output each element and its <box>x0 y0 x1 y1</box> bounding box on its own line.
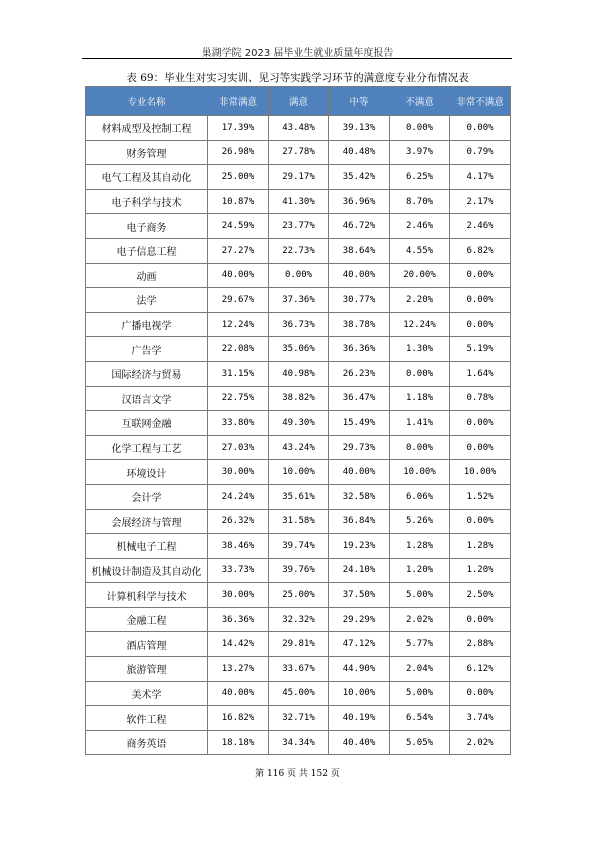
very-dissatisfied-cell: 0.00% <box>450 312 511 337</box>
major-name-cell: 国际经济与贸易 <box>86 361 208 386</box>
satisfied-cell: 41.30% <box>269 189 329 214</box>
very-satisfied-cell: 25.00% <box>208 165 269 190</box>
table-row <box>86 460 511 485</box>
dissatisfied-cell: 1.28% <box>390 534 450 559</box>
very-dissatisfied-cell: 0.00% <box>450 607 511 632</box>
satisfied-cell: 0.00% <box>269 263 329 288</box>
satisfied-cell: 27.78% <box>269 140 329 165</box>
major-name-cell: 电子商务 <box>86 214 208 239</box>
neutral-cell: 29.29% <box>329 607 390 632</box>
dissatisfied-cell: 1.20% <box>390 558 450 583</box>
very-dissatisfied-cell: 0.00% <box>450 435 511 460</box>
dissatisfied-cell: 2.46% <box>390 214 450 239</box>
satisfied-cell: 43.24% <box>269 435 329 460</box>
major-name-cell: 软件工程 <box>86 706 208 731</box>
table-row <box>86 386 511 411</box>
very-satisfied-cell: 10.87% <box>208 189 269 214</box>
very-dissatisfied-cell: 2.17% <box>450 189 511 214</box>
very-satisfied-cell: 12.24% <box>208 312 269 337</box>
neutral-cell: 37.50% <box>329 583 390 608</box>
dissatisfied-cell: 5.00% <box>390 681 450 706</box>
satisfied-cell: 25.00% <box>269 583 329 608</box>
neutral-cell: 30.77% <box>329 288 390 313</box>
very-satisfied-cell: 29.67% <box>208 288 269 313</box>
neutral-cell: 36.36% <box>329 337 390 362</box>
table-row <box>86 484 511 509</box>
very-satisfied-cell: 36.36% <box>208 607 269 632</box>
table-row <box>86 238 511 263</box>
dissatisfied-cell: 4.55% <box>390 238 450 263</box>
table-row <box>86 558 511 583</box>
neutral-cell: 40.40% <box>329 730 390 755</box>
very-dissatisfied-cell: 2.46% <box>450 214 511 239</box>
very-satisfied-cell: 13.27% <box>208 657 269 682</box>
neutral-cell: 35.42% <box>329 165 390 190</box>
dissatisfied-cell: 2.04% <box>390 657 450 682</box>
table-row <box>86 361 511 386</box>
major-name-cell: 广播电视学 <box>86 312 208 337</box>
very-dissatisfied-cell: 10.00% <box>450 460 511 485</box>
neutral-cell: 40.00% <box>329 460 390 485</box>
col-header-major: 专业名称 <box>86 87 208 116</box>
very-satisfied-cell: 31.15% <box>208 361 269 386</box>
major-name-cell: 广告学 <box>86 337 208 362</box>
major-name-cell: 机械设计制造及其自动化 <box>86 558 208 583</box>
major-name-cell: 酒店管理 <box>86 632 208 657</box>
dissatisfied-cell: 1.41% <box>390 411 450 436</box>
neutral-cell: 26.23% <box>329 361 390 386</box>
very-satisfied-cell: 22.08% <box>208 337 269 362</box>
very-satisfied-cell: 40.00% <box>208 263 269 288</box>
major-name-cell: 电气工程及其自动化 <box>86 165 208 190</box>
table-row <box>86 607 511 632</box>
major-name-cell: 电子信息工程 <box>86 238 208 263</box>
satisfied-cell: 36.73% <box>269 312 329 337</box>
satisfaction-table <box>85 86 511 755</box>
satisfied-cell: 45.00% <box>269 681 329 706</box>
neutral-cell: 32.58% <box>329 484 390 509</box>
very-dissatisfied-cell: 1.64% <box>450 361 511 386</box>
satisfied-cell: 37.36% <box>269 288 329 313</box>
dissatisfied-cell: 0.00% <box>390 361 450 386</box>
major-name-cell: 汉语言文学 <box>86 386 208 411</box>
satisfied-cell: 35.61% <box>269 484 329 509</box>
table-body <box>86 116 511 755</box>
header-divider <box>82 58 512 59</box>
dissatisfied-cell: 5.77% <box>390 632 450 657</box>
col-header-dissatisfied: 不满意 <box>390 87 450 116</box>
table-header-row <box>86 87 511 116</box>
table-row <box>86 165 511 190</box>
very-satisfied-cell: 17.39% <box>208 116 269 141</box>
dissatisfied-cell: 10.00% <box>390 460 450 485</box>
major-name-cell: 机械电子工程 <box>86 534 208 559</box>
dissatisfied-cell: 2.02% <box>390 607 450 632</box>
col-header-very-satisfied: 非常满意 <box>208 87 269 116</box>
major-name-cell: 环境设计 <box>86 460 208 485</box>
very-dissatisfied-cell: 0.00% <box>450 681 511 706</box>
very-dissatisfied-cell: 1.28% <box>450 534 511 559</box>
satisfied-cell: 43.48% <box>269 116 329 141</box>
very-dissatisfied-cell: 2.02% <box>450 730 511 755</box>
very-dissatisfied-cell: 2.50% <box>450 583 511 608</box>
table-row <box>86 140 511 165</box>
neutral-cell: 36.96% <box>329 189 390 214</box>
table-row <box>86 263 511 288</box>
table-row <box>86 189 511 214</box>
satisfied-cell: 40.98% <box>269 361 329 386</box>
very-dissatisfied-cell: 0.00% <box>450 263 511 288</box>
dissatisfied-cell: 5.05% <box>390 730 450 755</box>
neutral-cell: 40.48% <box>329 140 390 165</box>
neutral-cell: 39.13% <box>329 116 390 141</box>
dissatisfied-cell: 5.00% <box>390 583 450 608</box>
col-header-very-dissatisfied: 非常不满意 <box>450 87 511 116</box>
satisfied-cell: 38.82% <box>269 386 329 411</box>
very-satisfied-cell: 38.46% <box>208 534 269 559</box>
table-row <box>86 706 511 731</box>
table-row <box>86 116 511 141</box>
table-caption: 表 69：毕业生对实习实训、见习等实践学习环节的满意度专业分布情况表 <box>126 72 469 84</box>
very-satisfied-cell: 27.27% <box>208 238 269 263</box>
neutral-cell: 38.64% <box>329 238 390 263</box>
report-header-title: 巢湖学院 2023 届毕业生就业质量年度报告 <box>201 48 394 59</box>
very-dissatisfied-cell: 6.12% <box>450 657 511 682</box>
very-satisfied-cell: 26.98% <box>208 140 269 165</box>
satisfied-cell: 34.34% <box>269 730 329 755</box>
neutral-cell: 15.49% <box>329 411 390 436</box>
page-footer: 第 116 页 共 152 页 <box>255 769 340 779</box>
dissatisfied-cell: 6.54% <box>390 706 450 731</box>
satisfied-cell: 22.73% <box>269 238 329 263</box>
dissatisfied-cell: 5.26% <box>390 509 450 534</box>
dissatisfied-cell: 20.00% <box>390 263 450 288</box>
neutral-cell: 36.47% <box>329 386 390 411</box>
satisfied-cell: 35.06% <box>269 337 329 362</box>
very-satisfied-cell: 30.00% <box>208 583 269 608</box>
very-satisfied-cell: 16.82% <box>208 706 269 731</box>
major-name-cell: 美术学 <box>86 681 208 706</box>
dissatisfied-cell: 0.00% <box>390 435 450 460</box>
table-row <box>86 509 511 534</box>
very-satisfied-cell: 33.73% <box>208 558 269 583</box>
very-satisfied-cell: 27.03% <box>208 435 269 460</box>
very-dissatisfied-cell: 2.88% <box>450 632 511 657</box>
very-dissatisfied-cell: 0.00% <box>450 116 511 141</box>
satisfied-cell: 10.00% <box>269 460 329 485</box>
very-dissatisfied-cell: 0.00% <box>450 411 511 436</box>
very-dissatisfied-cell: 1.52% <box>450 484 511 509</box>
neutral-cell: 10.00% <box>329 681 390 706</box>
dissatisfied-cell: 1.18% <box>390 386 450 411</box>
table-row <box>86 657 511 682</box>
very-dissatisfied-cell: 4.17% <box>450 165 511 190</box>
satisfied-cell: 39.74% <box>269 534 329 559</box>
very-dissatisfied-cell: 0.00% <box>450 509 511 534</box>
very-satisfied-cell: 24.24% <box>208 484 269 509</box>
dissatisfied-cell: 6.25% <box>390 165 450 190</box>
dissatisfied-cell: 0.00% <box>390 116 450 141</box>
satisfied-cell: 32.32% <box>269 607 329 632</box>
satisfied-cell: 39.76% <box>269 558 329 583</box>
major-name-cell: 计算机科学与技术 <box>86 583 208 608</box>
major-name-cell: 互联网金融 <box>86 411 208 436</box>
dissatisfied-cell: 1.30% <box>390 337 450 362</box>
table-row <box>86 312 511 337</box>
very-dissatisfied-cell: 3.74% <box>450 706 511 731</box>
major-name-cell: 电子科学与技术 <box>86 189 208 214</box>
neutral-cell: 36.84% <box>329 509 390 534</box>
satisfied-cell: 29.17% <box>269 165 329 190</box>
col-header-neutral: 中等 <box>329 87 390 116</box>
dissatisfied-cell: 12.24% <box>390 312 450 337</box>
table-row <box>86 337 511 362</box>
dissatisfied-cell: 2.20% <box>390 288 450 313</box>
table-row <box>86 288 511 313</box>
table-row <box>86 632 511 657</box>
major-name-cell: 化学工程与工艺 <box>86 435 208 460</box>
very-satisfied-cell: 30.00% <box>208 460 269 485</box>
major-name-cell: 商务英语 <box>86 730 208 755</box>
major-name-cell: 会计学 <box>86 484 208 509</box>
very-satisfied-cell: 22.75% <box>208 386 269 411</box>
very-dissatisfied-cell: 1.20% <box>450 558 511 583</box>
very-satisfied-cell: 24.59% <box>208 214 269 239</box>
very-dissatisfied-cell: 0.78% <box>450 386 511 411</box>
very-satisfied-cell: 14.42% <box>208 632 269 657</box>
very-satisfied-cell: 40.00% <box>208 681 269 706</box>
very-dissatisfied-cell: 6.82% <box>450 238 511 263</box>
table-row <box>86 534 511 559</box>
neutral-cell: 24.10% <box>329 558 390 583</box>
neutral-cell: 38.78% <box>329 312 390 337</box>
neutral-cell: 40.19% <box>329 706 390 731</box>
satisfied-cell: 32.71% <box>269 706 329 731</box>
dissatisfied-cell: 3.97% <box>390 140 450 165</box>
very-satisfied-cell: 26.32% <box>208 509 269 534</box>
neutral-cell: 19.23% <box>329 534 390 559</box>
neutral-cell: 47.12% <box>329 632 390 657</box>
satisfied-cell: 31.58% <box>269 509 329 534</box>
very-dissatisfied-cell: 0.79% <box>450 140 511 165</box>
satisfied-cell: 33.67% <box>269 657 329 682</box>
major-name-cell: 动画 <box>86 263 208 288</box>
neutral-cell: 29.73% <box>329 435 390 460</box>
table-row <box>86 435 511 460</box>
satisfied-cell: 29.81% <box>269 632 329 657</box>
col-header-satisfied: 满意 <box>269 87 329 116</box>
table-row <box>86 730 511 755</box>
very-dissatisfied-cell: 0.00% <box>450 288 511 313</box>
major-name-cell: 旅游管理 <box>86 657 208 682</box>
major-name-cell: 法学 <box>86 288 208 313</box>
major-name-cell: 材料成型及控制工程 <box>86 116 208 141</box>
table-row <box>86 583 511 608</box>
table-row <box>86 681 511 706</box>
satisfied-cell: 23.77% <box>269 214 329 239</box>
neutral-cell: 46.72% <box>329 214 390 239</box>
very-satisfied-cell: 33.80% <box>208 411 269 436</box>
major-name-cell: 会展经济与管理 <box>86 509 208 534</box>
satisfied-cell: 49.30% <box>269 411 329 436</box>
dissatisfied-cell: 8.70% <box>390 189 450 214</box>
table-row <box>86 411 511 436</box>
neutral-cell: 40.00% <box>329 263 390 288</box>
neutral-cell: 44.90% <box>329 657 390 682</box>
very-satisfied-cell: 18.18% <box>208 730 269 755</box>
major-name-cell: 财务管理 <box>86 140 208 165</box>
dissatisfied-cell: 6.06% <box>390 484 450 509</box>
major-name-cell: 金融工程 <box>86 607 208 632</box>
very-dissatisfied-cell: 5.19% <box>450 337 511 362</box>
table-row <box>86 214 511 239</box>
